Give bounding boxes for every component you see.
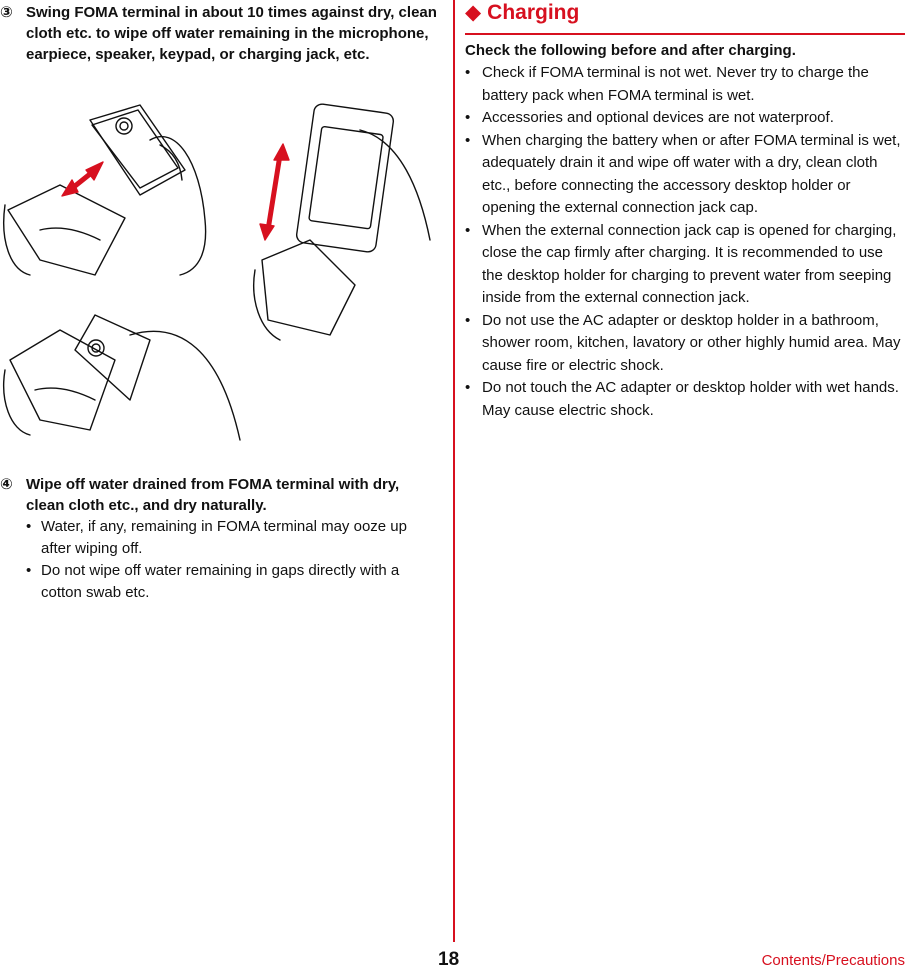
- page-number: 18: [438, 949, 460, 970]
- hand-1: [150, 137, 206, 275]
- wiping-illustration: [0, 100, 442, 445]
- step-3: [0, 2, 440, 65]
- camera-lens-1: [116, 118, 132, 134]
- intro-text: Check the following before and after charging.: [465, 42, 796, 59]
- phone-3: [75, 315, 150, 400]
- section-title-text: Charging: [487, 1, 580, 24]
- list-item: • Water, if any, remaining in FOMA terminal may ooze up after wiping off.: [26, 518, 407, 557]
- list-item: • Check if FOMA terminal is not wet. Never try to charge the battery pack when FOMA terminal is wet.: [465, 64, 869, 104]
- list-item: • When the external connection jack cap is opened for charging, close the cap firmly after charging. It is recommended to use the desktop holder for charging to prevent water from seeping inside from the external connection jack.: [465, 221, 897, 306]
- list-item: • Do not wipe off water remaining in gaps directly with a cotton swab etc.: [26, 562, 400, 601]
- step-4: [0, 474, 440, 516]
- step-3-number: ③: [0, 4, 13, 21]
- cloth-1: [8, 185, 125, 275]
- list-item: • Accessories and optional devices are not waterproof.: [465, 109, 834, 126]
- charging-bullets: [465, 62, 905, 422]
- phone-1: [90, 105, 185, 195]
- list-item: • When charging the battery when or after FOMA terminal is wet, adequately drain it and wipe off water with a dry, clean cloth etc., before connecting the accessory desktop holder or opening the external connection jack cap.: [465, 131, 901, 216]
- list-item: • Do not touch the AC adapter or desktop holder with wet hands. May cause electric shock.: [465, 379, 899, 419]
- diamond-icon: ◆: [465, 1, 482, 24]
- list-item: • Do not use the AC adapter or desktop holder in a bathroom, shower room, kitchen, lavatory or other highly humid area. May cause fire or electric shock.: [465, 311, 901, 374]
- right-column: [465, 0, 905, 972]
- section-title: [465, 0, 905, 35]
- step-3-text: Swing FOMA terminal in about 10 times against dry, clean cloth etc. to wipe off water remaining in the microphone, earpiece, speaker, keypad, or charging jack, etc.: [26, 4, 437, 63]
- cloth-2: [262, 240, 355, 335]
- left-column: [0, 0, 442, 972]
- hand-3: [130, 331, 240, 440]
- step-4-text: Wipe off water drained from FOMA terminal with dry, clean cloth etc., and dry naturally.: [26, 476, 400, 514]
- step-4-number: ④: [0, 476, 13, 493]
- contents-precautions-link[interactable]: Contents/Precautions: [761, 952, 905, 969]
- step-4-bullets: [26, 516, 440, 604]
- camera-lens-3: [88, 340, 104, 356]
- phone-2: [296, 103, 395, 253]
- column-divider: [453, 0, 455, 942]
